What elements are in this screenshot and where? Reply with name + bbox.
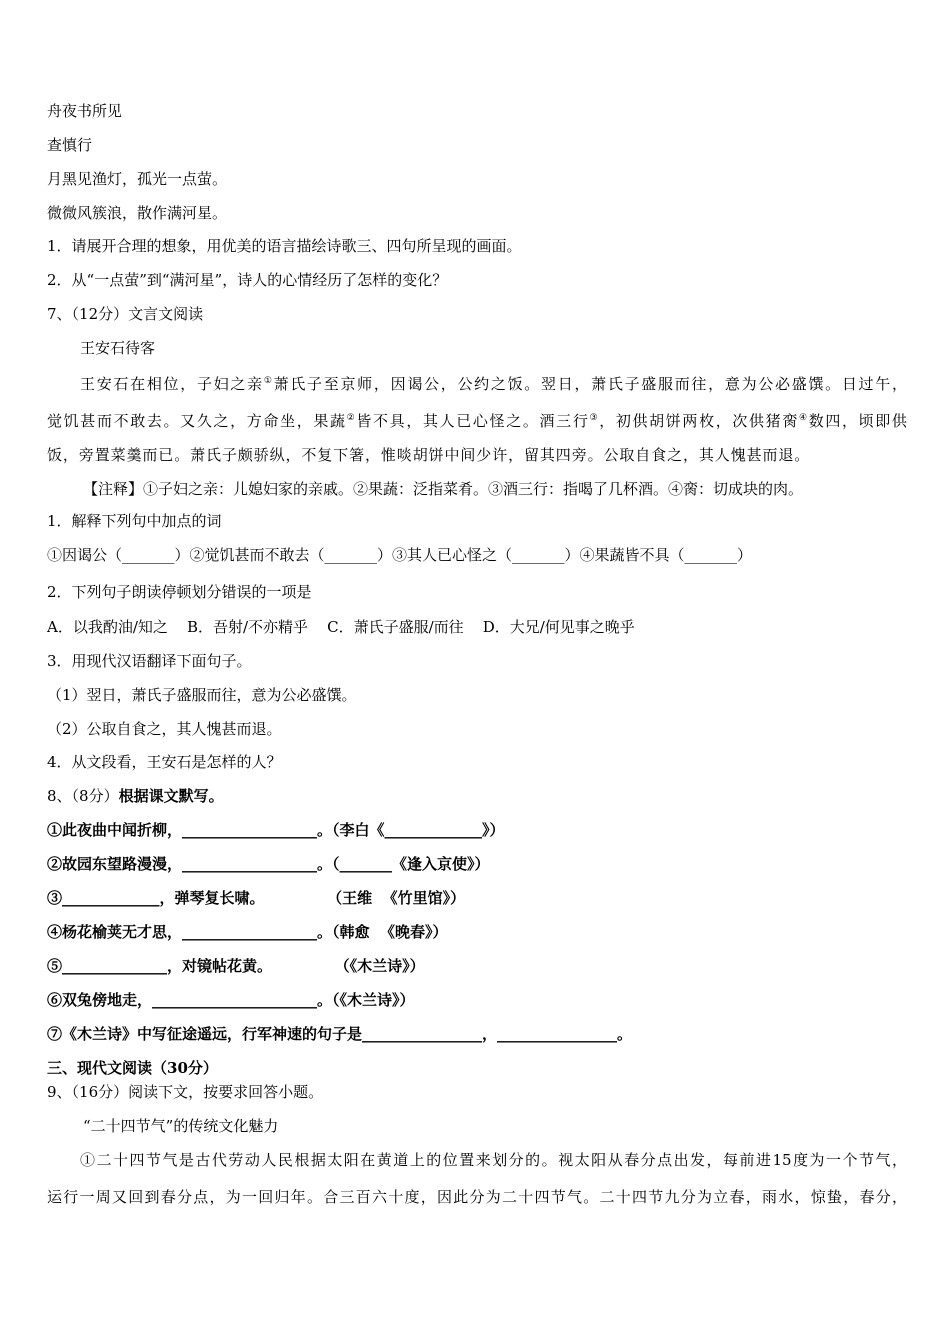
- q7-sub-question-4: 4．从文段看，王安石是怎样的人？: [47, 753, 282, 771]
- poem-author: 查慎行: [47, 136, 93, 154]
- q7-passage-title: 王安石待客: [80, 339, 156, 357]
- footnote-marker: ②: [346, 413, 357, 423]
- q8-item-4: ④杨花榆荚无才思，__________________。（韩愈 《晚春》）: [47, 923, 448, 941]
- poem-question-1: 1．请展开合理的想象，用优美的语言描绘诗歌三、四句所呈现的画面。: [47, 237, 522, 255]
- section-3-heading: 三、现代文阅读（30分）: [47, 1059, 218, 1077]
- footnote-marker: ④: [798, 413, 809, 423]
- q8-heading-text: 根据课文默写。: [118, 787, 224, 805]
- q8-item-3: ③_____________，弹琴复长啸。 （王维 《竹里馆》）: [47, 889, 466, 907]
- q7-notes: 【注释】①子妇之亲：儿媳妇家的亲戚。②果蔬：泛指菜肴。③酒三行：指喝了几杯酒。④脔：切成块的肉。: [83, 480, 804, 498]
- q7-sub-question-3: 3．用现代汉语翻译下面句子。: [47, 652, 252, 670]
- q7-sub-question-2-options: A．以我酌油/知之 B．吾射/不亦精乎 C．萧氏子盛服/而往 D．大兄/何见事之晚乎: [47, 618, 635, 636]
- q7-passage-text: 数四，顷即供: [808, 412, 907, 430]
- q8-item-5: ⑤______________，对镜帖花黄。 （《木兰诗》）: [47, 957, 425, 975]
- q8-item-7: ⑦《木兰诗》中写征途遥远，行军神速的句子是________________，________________。: [47, 1025, 633, 1043]
- poem-question-2: 2．从“一点萤”到“满河星”，诗人的心情经历了怎样的变化？: [47, 271, 448, 289]
- q8-item-1: ①此夜曲中闻折柳，__________________。（李白《_____________》）: [47, 821, 505, 839]
- q8-heading-prefix: 8、（8分）: [47, 787, 119, 805]
- q8-heading: [47, 786, 224, 806]
- q7-passage-line-3: 饭，旁置菜羹而已。萧氏子颇骄纵，不复下箸，惟啖胡饼中间少许，留其四旁。公取自食之，其人愧甚而退。: [47, 446, 811, 464]
- q7-heading: 7、（12分）文言文阅读: [47, 305, 204, 323]
- q9-heading: 9、（16分）阅读下文，按要求回答小题。: [47, 1083, 324, 1101]
- q7-sub-question-1: 1．解释下列句中加点的词: [47, 512, 222, 530]
- poem-line-1: 月黑见渔灯，孤光一点萤。: [47, 170, 228, 188]
- q7-passage-text: 觉饥甚而不敢去。又久之，方命坐，果蔬: [47, 412, 347, 430]
- q7-passage-text: 皆不具，其人已心怪之。酒三行: [356, 412, 590, 430]
- q7-passage-text: ，初供胡饼两枚，次供猪脔: [599, 412, 799, 430]
- q8-item-6: ⑥双兔傍地走，______________________。（《木兰诗》）: [47, 991, 415, 1009]
- poem-title: 舟夜书所见: [47, 102, 123, 120]
- q7-passage-text: 萧氏子至京师，因谒公，公约之饭。翌日，萧氏子盛服而往，意为公必盛馔。日过午，: [273, 375, 907, 393]
- q7-passage-line-2: [47, 408, 907, 431]
- q7-passage-line-1: [80, 371, 907, 394]
- poem-line-2: 微微风簇浪，散作满河星。: [47, 204, 228, 222]
- q7-sub-question-3-1: （1）翌日，萧氏子盛服而往，意为公必盛馔。: [47, 686, 357, 704]
- q9-passage-title: “二十四节气”的传统文化魅力: [83, 1117, 279, 1135]
- q7-sub-question-3-2: （2）公取自食之，其人愧甚而退。: [47, 720, 282, 738]
- footnote-marker: ③: [589, 413, 600, 423]
- q9-passage-line-2: 运行一周又回到春分点，为一回归年。合三百六十度，因此分为二十四节气。二十四节九分为立春，雨水，惊蛰，春分，: [47, 1188, 907, 1206]
- q7-sub-question-2: 2．下列句子朗读停顿划分错误的一项是: [47, 583, 312, 601]
- q8-item-2: ②故园东望路漫漫，__________________。（_______《逢入京使》）: [47, 855, 490, 873]
- q7-passage-text: 王安石在相位，子妇之亲: [80, 375, 264, 393]
- q7-sub-question-1-items: ①因谒公（_______）②觉饥甚而不敢去（_______）③其人已心怪之（_______）④果蔬皆不具（_______）: [47, 546, 753, 564]
- footnote-marker: ①: [263, 376, 274, 386]
- q9-passage-line-1: ①二十四节气是古代劳动人民根据太阳在黄道上的位置来划分的。视太阳从春分点出发，每前进15度为一个节气，: [80, 1151, 907, 1169]
